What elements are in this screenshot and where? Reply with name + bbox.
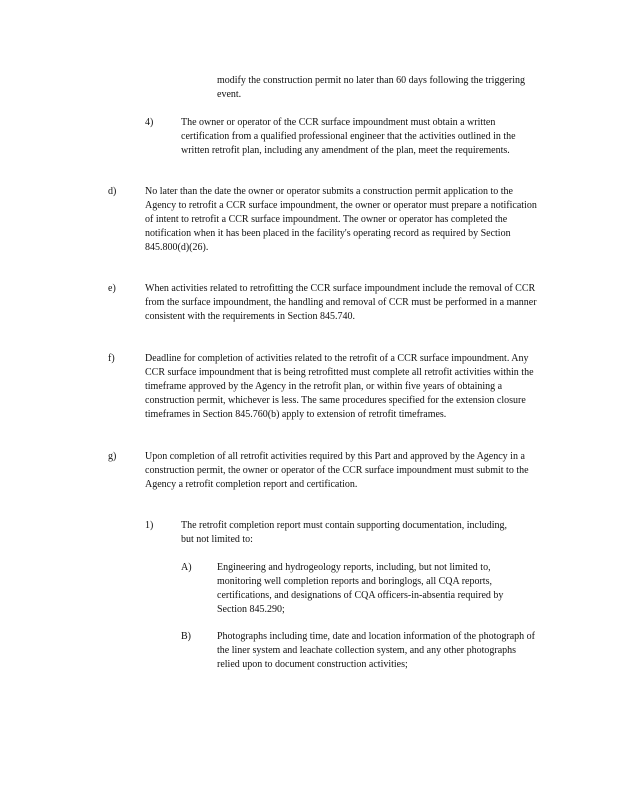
- paragraph-item-g: Upon completion of all retrofit activities required by this Part and approved by the Agency in a construction permit, the owner or operator of the CCR surface impoundment must submit to the Agency a retrofit completion report and certification.: [145, 451, 529, 490]
- item-marker-e: e): [108, 283, 116, 294]
- paragraph-item-d: No later than the date the owner or operator submits a construction permit application to the Agency to retrofit a CCR surface impoundment, the owner or operator must prepare a notification of intent to retrofit a CCR surface impoundment. The owner or operator has completed the notification when it has been placed in the facility's operating record as required by Section 845.800(d)(26).: [145, 186, 537, 253]
- paragraph-item-e: When activities related to retrofitting the CCR surface impoundment include the removal of CCR from the surface impoundment, the handling and removal of CCR must be performed in a manner consistent with the requirements in Section 845.740.: [145, 283, 537, 322]
- paragraph-item-A: Engineering and hydrogeology reports, including, but not limited to, monitoring well completion reports and boringlogs, all CQA reports, certifications, and designations of CQA officers-in-absentia required by Section 845.290;: [217, 562, 504, 615]
- paragraph-item-4: The owner or operator of the CCR surface impoundment must obtain a written certification from a qualified professional engineer that the activities outlined in the written retrofit plan, including any amendment of the plan, meet the requirements.: [181, 117, 516, 156]
- paragraph-continuation: modify the construction permit no later than 60 days following the triggering event.: [217, 75, 525, 100]
- item-marker-1: 1): [145, 520, 154, 531]
- item-marker-4: 4): [145, 117, 154, 128]
- item-marker-d: d): [108, 186, 117, 197]
- paragraph-item-f: Deadline for completion of activities related to the retrofit of a CCR surface impoundment. Any CCR surface impoundment that is being retrofitted must complete all retrofit activities within the timeframe approved by the Agency in the retrofit plan, or within five years of obtaining a construction permit, whichever is less. The same procedures specified for the extension closure timeframes in Section 845.760(b) apply to extension of retrofit timeframes.: [145, 353, 534, 420]
- paragraph-item-B: Photographs including time, date and location information of the photograph of the liner system and leachate collection system, and any other photographs relied upon to document construction activities;: [217, 631, 535, 670]
- item-marker-B: B): [181, 631, 191, 642]
- item-marker-A: A): [181, 562, 192, 573]
- item-marker-f: f): [108, 353, 115, 364]
- item-marker-g: g): [108, 451, 117, 462]
- paragraph-item-1: The retrofit completion report must contain supporting documentation, including, but not limited to:: [181, 520, 508, 545]
